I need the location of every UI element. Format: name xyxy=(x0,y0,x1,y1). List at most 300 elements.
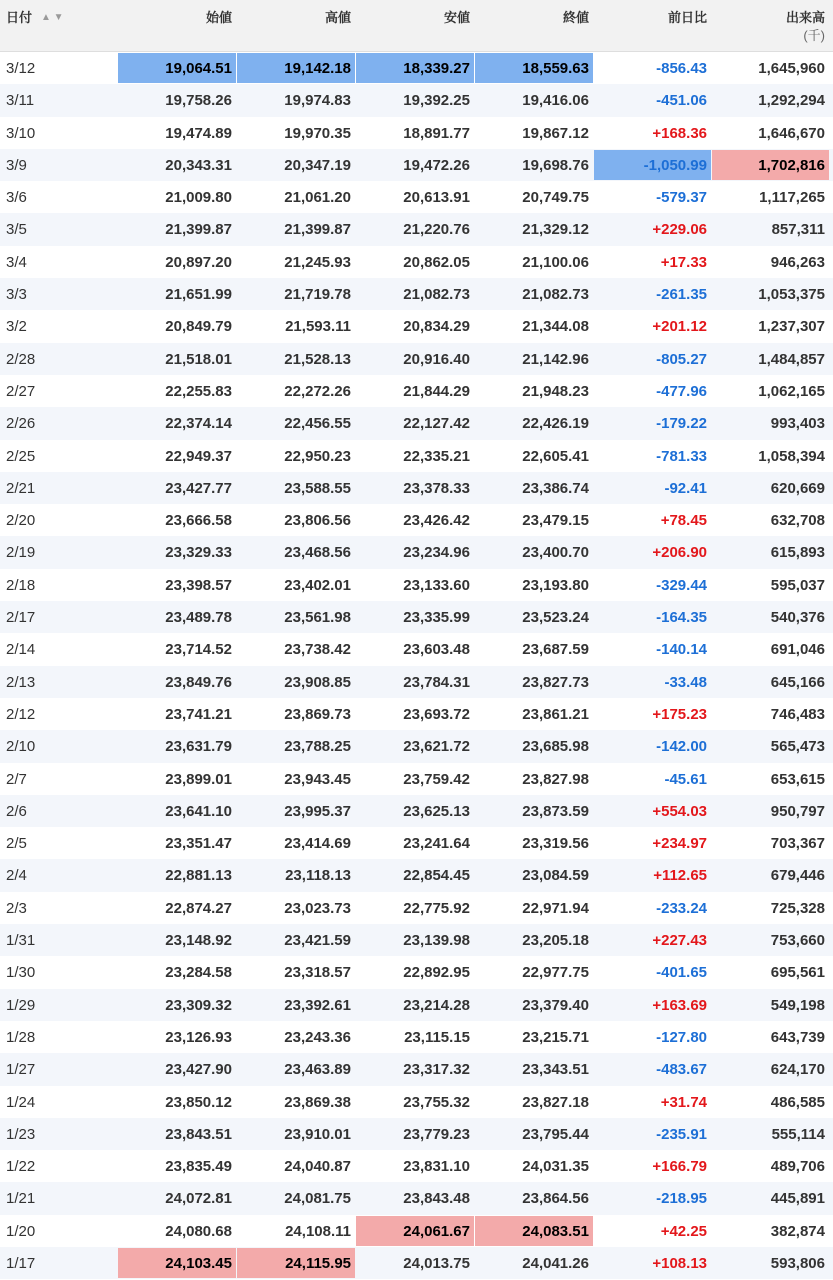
cell-volume: 615,893 xyxy=(770,544,825,562)
cell-volume: 643,739 xyxy=(770,1028,825,1046)
cell-high: 23,414.69 xyxy=(284,835,351,853)
cell-open: 23,631.79 xyxy=(165,738,232,756)
cell-change: +112.65 xyxy=(653,867,707,885)
cell-open: 23,666.58 xyxy=(165,512,232,530)
cell-close: 23,379.40 xyxy=(522,996,589,1014)
cell-close: 22,605.41 xyxy=(522,447,589,465)
cell-low: 22,854.45 xyxy=(403,867,470,885)
table-row xyxy=(0,569,833,601)
cell-date: 2/10 xyxy=(6,738,36,756)
cell-date: 1/29 xyxy=(6,996,36,1014)
cell-volume: 1,058,394 xyxy=(758,447,825,465)
cell-low: 21,082.73 xyxy=(403,286,470,304)
cell-close: 23,400.70 xyxy=(522,544,589,562)
cell-open: 22,874.27 xyxy=(165,899,232,917)
cell-change: -164.35 xyxy=(656,609,707,627)
table-row xyxy=(0,504,833,536)
cell-open: 21,399.87 xyxy=(165,221,232,239)
cell-open: 23,351.47 xyxy=(165,835,232,853)
cell-low: 21,844.29 xyxy=(403,382,470,400)
cell-date: 3/5 xyxy=(6,221,27,239)
cell-date: 2/28 xyxy=(6,350,36,368)
cell-high: 23,023.73 xyxy=(284,899,351,917)
table-row xyxy=(0,892,833,924)
cell-high: 23,392.61 xyxy=(284,996,351,1014)
cell-volume: 632,708 xyxy=(770,512,825,530)
cell-change: -329.44 xyxy=(656,576,707,594)
cell-high: 22,456.55 xyxy=(284,415,351,433)
cell-open: 23,714.52 xyxy=(165,641,232,659)
sort-arrows-icon[interactable]: ▲ ▼ xyxy=(41,12,64,23)
cell-high: 23,908.85 xyxy=(284,673,351,691)
cell-open: 22,255.83 xyxy=(165,382,232,400)
header-low[interactable]: 安値 xyxy=(443,10,470,25)
cell-high: 23,463.89 xyxy=(284,1061,351,1079)
cell-date: 2/25 xyxy=(6,447,36,465)
cell-date: 2/7 xyxy=(6,770,27,788)
table-row xyxy=(0,795,833,827)
cell-volume: 620,669 xyxy=(770,479,825,497)
cell-close: 22,977.75 xyxy=(522,964,589,982)
table-row xyxy=(0,666,833,698)
cell-open: 23,148.92 xyxy=(165,932,232,950)
cell-low: 23,831.10 xyxy=(403,1158,470,1176)
cell-high: 23,402.01 xyxy=(284,576,351,594)
cell-low: 23,214.28 xyxy=(403,996,470,1014)
cell-close: 18,559.63 xyxy=(475,53,593,83)
cell-change: -233.24 xyxy=(656,899,707,917)
cell-volume: 1,292,294 xyxy=(758,92,825,110)
cell-change: -261.35 xyxy=(656,286,707,304)
table-body xyxy=(0,52,833,1279)
table-row xyxy=(0,730,833,762)
cell-close: 23,873.59 xyxy=(522,802,589,820)
cell-high: 19,142.18 xyxy=(237,53,355,83)
cell-volume: 857,311 xyxy=(771,221,825,239)
cell-low: 23,133.60 xyxy=(403,576,470,594)
cell-open: 23,329.33 xyxy=(165,544,232,562)
cell-high: 21,399.87 xyxy=(284,221,351,239)
cell-high: 23,910.01 xyxy=(284,1125,351,1143)
cell-date: 2/19 xyxy=(6,544,36,562)
cell-change: -856.43 xyxy=(656,60,707,77)
cell-date: 3/11 xyxy=(6,92,35,110)
cell-date: 1/17 xyxy=(6,1254,36,1272)
cell-volume: 565,473 xyxy=(770,738,825,756)
cell-date: 3/10 xyxy=(6,124,36,142)
header-volume[interactable]: 出来高 xyxy=(785,10,825,25)
cell-change: -401.65 xyxy=(656,964,707,982)
cell-open: 24,072.81 xyxy=(165,1190,232,1208)
table-row xyxy=(0,375,833,407)
cell-open: 23,641.10 xyxy=(165,802,232,820)
cell-date: 2/26 xyxy=(6,415,36,433)
cell-close: 19,698.76 xyxy=(522,156,589,174)
cell-open: 22,949.37 xyxy=(165,447,232,465)
cell-date: 2/20 xyxy=(6,512,36,530)
cell-change: -579.37 xyxy=(656,189,707,207)
cell-change: +163.69 xyxy=(652,996,707,1014)
cell-high: 23,588.55 xyxy=(284,479,351,497)
cell-low: 23,784.31 xyxy=(403,673,470,691)
cell-volume: 382,874 xyxy=(770,1222,825,1240)
cell-close: 21,329.12 xyxy=(522,221,589,239)
cell-open: 19,064.51 xyxy=(118,53,236,83)
cell-volume: 950,797 xyxy=(770,802,825,820)
header-change[interactable]: 前日比 xyxy=(667,10,707,25)
cell-high: 19,970.35 xyxy=(284,124,351,142)
cell-open: 23,427.90 xyxy=(165,1061,232,1079)
table-row xyxy=(0,472,833,504)
cell-low: 20,862.05 xyxy=(403,253,470,271)
cell-low: 23,234.96 xyxy=(403,544,470,562)
cell-change: -235.91 xyxy=(656,1125,707,1143)
table-header xyxy=(0,0,833,52)
cell-date: 3/3 xyxy=(6,286,27,304)
cell-date: 3/6 xyxy=(6,189,27,207)
cell-low: 22,775.92 xyxy=(403,899,470,917)
cell-close: 21,948.23 xyxy=(522,382,589,400)
cell-date: 1/30 xyxy=(6,964,36,982)
cell-open: 23,398.57 xyxy=(165,576,232,594)
cell-close: 23,864.56 xyxy=(522,1190,589,1208)
cell-low: 23,693.72 xyxy=(403,705,470,723)
cell-low: 23,621.72 xyxy=(403,738,470,756)
cell-close: 23,861.21 xyxy=(522,705,589,723)
cell-date: 2/17 xyxy=(6,609,36,627)
cell-high: 23,468.56 xyxy=(284,544,351,562)
cell-date: 3/9 xyxy=(6,156,27,174)
cell-open: 23,489.78 xyxy=(165,609,232,627)
cell-close: 22,426.19 xyxy=(522,415,589,433)
cell-close: 21,344.08 xyxy=(522,318,589,336)
table-row xyxy=(0,956,833,988)
cell-change: -477.96 xyxy=(656,382,707,400)
cell-date: 1/23 xyxy=(6,1125,36,1143)
cell-high: 21,593.11 xyxy=(285,318,351,336)
table-row xyxy=(0,343,833,375)
cell-date: 2/18 xyxy=(6,576,36,594)
cell-close: 19,867.12 xyxy=(522,124,589,142)
table-row xyxy=(0,407,833,439)
cell-volume: 1,053,375 xyxy=(758,286,825,304)
cell-close: 23,205.18 xyxy=(522,932,589,950)
cell-change: +227.43 xyxy=(652,932,707,950)
cell-close: 22,971.94 xyxy=(522,899,589,917)
cell-low: 20,916.40 xyxy=(403,350,470,368)
cell-high: 22,950.23 xyxy=(284,447,351,465)
cell-volume: 1,646,670 xyxy=(758,124,825,142)
table-row xyxy=(0,213,833,245)
cell-low: 20,613.91 xyxy=(403,189,470,207)
cell-volume: 725,328 xyxy=(770,899,825,917)
cell-date: 1/24 xyxy=(6,1093,36,1111)
table-row xyxy=(0,52,833,84)
cell-date: 2/14 xyxy=(6,641,36,659)
cell-date: 3/2 xyxy=(6,318,27,336)
cell-change: -218.95 xyxy=(656,1190,707,1208)
cell-high: 21,245.93 xyxy=(284,253,351,271)
table-row xyxy=(0,278,833,310)
cell-volume: 645,166 xyxy=(770,673,825,691)
cell-volume: 653,615 xyxy=(770,770,825,788)
cell-low: 24,013.75 xyxy=(403,1254,470,1272)
cell-high: 24,108.11 xyxy=(285,1222,351,1240)
cell-change: -483.67 xyxy=(656,1061,707,1079)
cell-high: 23,943.45 xyxy=(284,770,351,788)
cell-date: 2/3 xyxy=(6,899,27,917)
cell-low: 22,127.42 xyxy=(403,415,470,433)
cell-date: 2/21 xyxy=(6,479,36,497)
cell-change: -179.22 xyxy=(656,415,707,433)
cell-close: 20,749.75 xyxy=(522,189,589,207)
cell-change: +168.36 xyxy=(652,124,707,142)
cell-close: 21,100.06 xyxy=(522,253,589,271)
cell-date: 2/12 xyxy=(6,705,36,723)
table-row xyxy=(0,859,833,891)
cell-low: 24,061.67 xyxy=(356,1216,474,1246)
table-row xyxy=(0,1150,833,1182)
cell-change: +234.97 xyxy=(652,835,707,853)
cell-low: 21,220.76 xyxy=(403,221,470,239)
table-row xyxy=(0,924,833,956)
cell-high: 22,272.26 xyxy=(284,382,351,400)
cell-change: +201.12 xyxy=(652,318,707,336)
cell-open: 20,849.79 xyxy=(165,318,232,336)
cell-high: 19,974.83 xyxy=(284,92,351,110)
cell-date: 1/21 xyxy=(6,1190,36,1208)
table-row xyxy=(0,310,833,342)
header-close[interactable]: 終値 xyxy=(562,10,589,25)
cell-open: 22,374.14 xyxy=(165,415,232,433)
cell-high: 23,788.25 xyxy=(284,738,351,756)
cell-high: 23,738.42 xyxy=(284,641,351,659)
cell-high: 23,869.38 xyxy=(284,1093,351,1111)
cell-high: 21,528.13 xyxy=(284,350,351,368)
table-row xyxy=(0,246,833,278)
cell-high: 24,115.95 xyxy=(237,1248,355,1278)
cell-open: 22,881.13 xyxy=(165,867,232,885)
table-row xyxy=(0,698,833,730)
cell-open: 23,309.32 xyxy=(165,996,232,1014)
cell-open: 23,843.51 xyxy=(165,1125,232,1143)
cell-volume: 946,263 xyxy=(770,253,825,271)
cell-close: 23,827.18 xyxy=(522,1093,589,1111)
cell-close: 23,523.24 xyxy=(522,609,589,627)
cell-high: 23,806.56 xyxy=(284,512,351,530)
cell-date: 2/4 xyxy=(6,867,27,885)
cell-close: 21,082.73 xyxy=(522,286,589,304)
cell-volume: 1,237,307 xyxy=(758,318,825,336)
cell-low: 23,625.13 xyxy=(403,802,470,820)
cell-date: 2/6 xyxy=(6,802,27,820)
cell-close: 23,319.56 xyxy=(522,835,589,853)
cell-open: 21,651.99 xyxy=(165,286,232,304)
cell-high: 24,040.87 xyxy=(284,1158,351,1176)
cell-volume: 753,660 xyxy=(770,932,825,950)
cell-close: 23,193.80 xyxy=(522,576,589,594)
cell-close: 24,083.51 xyxy=(475,1216,593,1246)
cell-high: 23,421.59 xyxy=(284,932,351,950)
cell-close: 23,795.44 xyxy=(522,1125,589,1143)
cell-low: 19,472.26 xyxy=(403,156,470,174)
cell-close: 24,031.35 xyxy=(522,1158,589,1176)
cell-open: 19,758.26 xyxy=(165,92,232,110)
cell-low: 23,115.15 xyxy=(404,1028,470,1046)
cell-low: 23,755.32 xyxy=(403,1093,470,1111)
cell-change: +229.06 xyxy=(652,221,707,239)
cell-open: 24,103.45 xyxy=(118,1248,236,1278)
table-row xyxy=(0,827,833,859)
cell-low: 18,891.77 xyxy=(403,124,470,142)
cell-date: 3/12 xyxy=(6,60,36,77)
cell-high: 23,995.37 xyxy=(284,802,351,820)
cell-change: -781.33 xyxy=(656,447,707,465)
cell-change: -1,050.99 xyxy=(594,150,711,180)
cell-volume: 1,117,265 xyxy=(759,189,825,207)
cell-open: 23,284.58 xyxy=(165,964,232,982)
cell-volume: 703,367 xyxy=(770,835,825,853)
cell-change: +31.74 xyxy=(660,1093,707,1111)
cell-volume: 593,806 xyxy=(770,1254,825,1272)
cell-date: 1/27 xyxy=(6,1061,36,1079)
cell-change: +78.45 xyxy=(660,512,707,530)
cell-low: 23,843.48 xyxy=(403,1190,470,1208)
table-row xyxy=(0,149,833,181)
cell-open: 23,741.21 xyxy=(165,705,232,723)
cell-volume: 993,403 xyxy=(770,415,825,433)
table-row xyxy=(0,84,833,116)
cell-low: 23,759.42 xyxy=(403,770,470,788)
cell-open: 24,080.68 xyxy=(165,1222,232,1240)
table-row xyxy=(0,1247,833,1279)
cell-change: -451.06 xyxy=(656,92,707,110)
cell-volume: 445,891 xyxy=(770,1190,825,1208)
cell-close: 23,687.59 xyxy=(522,641,589,659)
table-row xyxy=(0,989,833,1021)
cell-change: -127.80 xyxy=(656,1028,707,1046)
cell-change: -92.41 xyxy=(664,479,707,497)
cell-high: 23,243.36 xyxy=(284,1028,351,1046)
cell-volume: 1,645,960 xyxy=(758,60,825,77)
table-row xyxy=(0,1182,833,1214)
table-row xyxy=(0,763,833,795)
cell-high: 20,347.19 xyxy=(284,156,351,174)
cell-close: 23,827.73 xyxy=(522,673,589,691)
cell-change: +17.33 xyxy=(660,253,707,271)
cell-volume: 489,706 xyxy=(770,1158,825,1176)
cell-volume: 1,702,816 xyxy=(712,150,829,180)
cell-date: 1/22 xyxy=(6,1158,36,1176)
cell-date: 3/4 xyxy=(6,253,27,271)
cell-close: 23,827.98 xyxy=(522,770,589,788)
cell-date: 2/5 xyxy=(6,835,27,853)
cell-low: 23,426.42 xyxy=(403,512,470,530)
cell-high: 23,318.57 xyxy=(284,964,351,982)
cell-high: 24,081.75 xyxy=(284,1190,351,1208)
table-row xyxy=(0,1215,833,1247)
cell-change: +175.23 xyxy=(652,705,707,723)
cell-close: 24,041.26 xyxy=(522,1254,589,1272)
cell-volume: 746,483 xyxy=(770,705,825,723)
cell-close: 23,215.71 xyxy=(522,1028,589,1046)
header-volume-unit: (千) xyxy=(803,28,825,43)
cell-low: 22,335.21 xyxy=(403,447,470,465)
cell-volume: 555,114 xyxy=(771,1125,825,1143)
table-row xyxy=(0,1053,833,1085)
cell-open: 23,899.01 xyxy=(165,770,232,788)
cell-volume: 624,170 xyxy=(770,1061,825,1079)
table-row xyxy=(0,536,833,568)
cell-low: 19,392.25 xyxy=(403,92,470,110)
cell-open: 23,849.76 xyxy=(165,673,232,691)
cell-open: 21,518.01 xyxy=(165,350,232,368)
cell-close: 21,142.96 xyxy=(522,350,589,368)
cell-open: 19,474.89 xyxy=(165,124,232,142)
table-row xyxy=(0,117,833,149)
cell-change: +554.03 xyxy=(652,802,707,820)
cell-change: +206.90 xyxy=(652,544,707,562)
cell-close: 19,416.06 xyxy=(522,92,589,110)
table-row xyxy=(0,1086,833,1118)
cell-high: 21,719.78 xyxy=(284,286,351,304)
cell-low: 23,779.23 xyxy=(403,1125,470,1143)
cell-low: 22,892.95 xyxy=(403,964,470,982)
cell-volume: 679,446 xyxy=(770,867,825,885)
cell-low: 23,603.48 xyxy=(403,641,470,659)
header-high[interactable]: 高値 xyxy=(324,10,351,25)
cell-low: 23,317.32 xyxy=(403,1061,470,1079)
table-row xyxy=(0,601,833,633)
cell-volume: 540,376 xyxy=(770,609,825,627)
cell-open: 23,126.93 xyxy=(165,1028,232,1046)
cell-date: 2/13 xyxy=(6,673,36,691)
table-row xyxy=(0,1021,833,1053)
cell-volume: 595,037 xyxy=(770,576,825,594)
header-date[interactable]: 日付 xyxy=(6,10,33,25)
cell-open: 23,835.49 xyxy=(165,1158,232,1176)
cell-volume: 1,484,857 xyxy=(758,350,825,368)
cell-change: +166.79 xyxy=(652,1158,707,1176)
cell-volume: 691,046 xyxy=(770,641,825,659)
table-row xyxy=(0,181,833,213)
cell-change: +108.13 xyxy=(652,1254,707,1272)
cell-change: -45.61 xyxy=(664,770,707,788)
cell-low: 23,335.99 xyxy=(403,609,470,627)
cell-volume: 486,585 xyxy=(770,1093,825,1111)
cell-high: 21,061.20 xyxy=(284,189,351,207)
cell-change: -805.27 xyxy=(656,350,707,368)
cell-change: -33.48 xyxy=(664,673,707,691)
table-row xyxy=(0,633,833,665)
cell-change: -140.14 xyxy=(656,641,707,659)
cell-high: 23,561.98 xyxy=(284,609,351,627)
cell-date: 1/20 xyxy=(6,1222,36,1240)
cell-low: 23,241.64 xyxy=(403,835,470,853)
table-row xyxy=(0,1118,833,1150)
cell-close: 23,343.51 xyxy=(522,1061,589,1079)
cell-low: 20,834.29 xyxy=(403,318,470,336)
cell-low: 18,339.27 xyxy=(356,53,474,83)
cell-change: -142.00 xyxy=(656,738,707,756)
cell-date: 1/31 xyxy=(6,932,36,950)
cell-high: 23,869.73 xyxy=(284,705,351,723)
cell-volume: 549,198 xyxy=(770,996,825,1014)
cell-low: 23,378.33 xyxy=(403,479,470,497)
cell-change: +42.25 xyxy=(660,1222,707,1240)
table-row xyxy=(0,440,833,472)
header-open[interactable]: 始値 xyxy=(205,10,232,25)
